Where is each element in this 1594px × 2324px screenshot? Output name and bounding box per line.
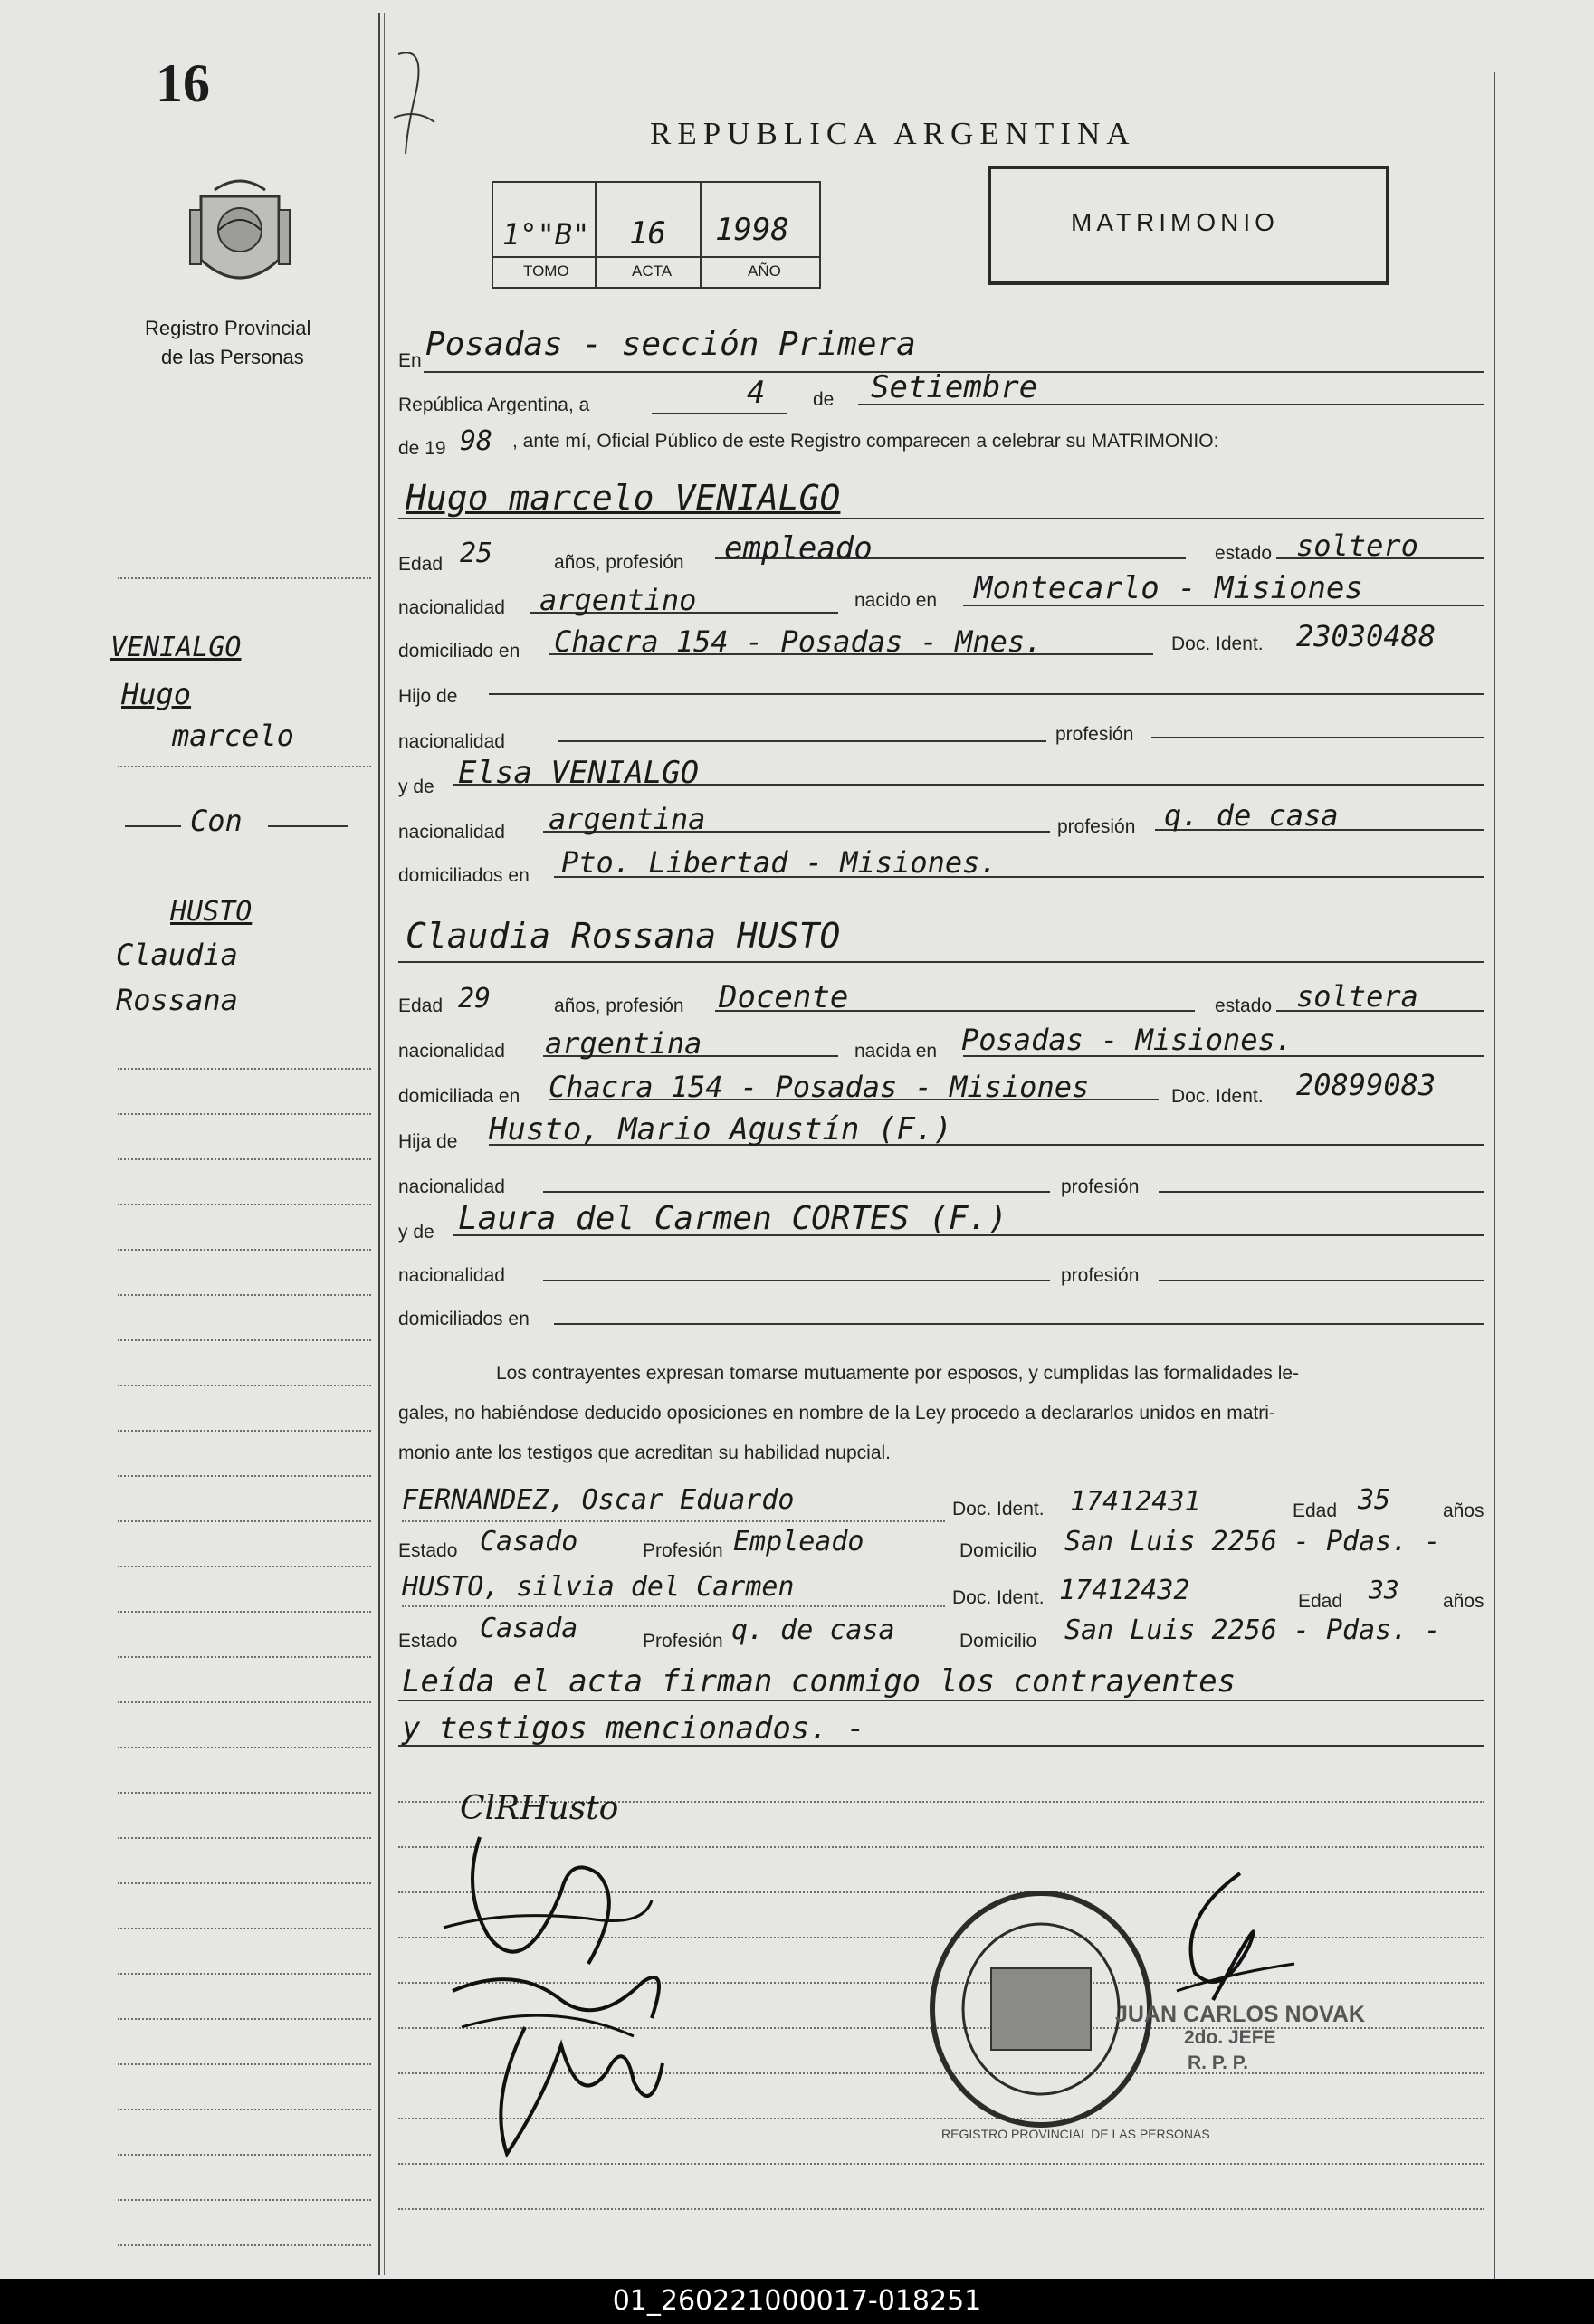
ano-value: 1998	[715, 212, 789, 248]
witness2-prof-label: Profesión	[643, 1631, 723, 1652]
witness2-address: San Luis 2256 - Pdas. -	[1064, 1614, 1441, 1646]
check-mark-icon	[389, 36, 444, 163]
bride-status: soltera	[1296, 979, 1418, 1014]
country-title: REPUBLICA ARGENTINA	[650, 116, 1136, 151]
groom-parents-dom-label: domiciliados en	[398, 865, 530, 886]
margin-dotted-rule-4	[118, 1113, 371, 1115]
bride-age: 29	[458, 983, 492, 1014]
groom-age: 25	[460, 538, 493, 569]
page-number: 16	[156, 53, 210, 113]
margin-connector: Con	[190, 804, 243, 838]
groom-doc: 23030488	[1296, 619, 1437, 653]
place-value: Posadas - sección Primera	[425, 326, 916, 363]
margin-dotted-rule-20	[118, 1837, 371, 1839]
groom-hijo-rule	[489, 693, 1484, 695]
declaration-line2: gales, no habiéndose deducido oposiciones en nombre de la Ley procedo a declararlos unidos en matri-	[398, 1403, 1275, 1424]
witness2-rule	[402, 1605, 945, 1607]
groom-yde-label: y de	[398, 776, 434, 797]
margin-first-bride: Claudia	[116, 938, 238, 972]
bride-mother-nac-rule	[543, 1280, 1050, 1281]
witness1-profession: Empleado	[733, 1526, 864, 1557]
bride-parents-dom-rule	[554, 1323, 1484, 1325]
margin-con-rule-right	[268, 825, 348, 827]
witness1-address: San Luis 2256 - Pdas. -	[1064, 1526, 1441, 1557]
margin-divider-inner	[384, 13, 385, 2275]
official-title: 2do. JEFE	[1184, 2027, 1276, 2048]
acta-label: ACTA	[632, 262, 673, 280]
bride-father-prof-rule	[1159, 1191, 1484, 1193]
margin-dotted-rule-17	[118, 1701, 371, 1703]
closing-rule2	[398, 1745, 1484, 1747]
tomo-value: 1°"B"	[502, 217, 590, 252]
closing-line2: y testigos mencionados. -	[402, 1710, 865, 1747]
bride-hija-label: Hija de	[398, 1131, 458, 1152]
declaration-line3: monio ante los testigos que acreditan su habilidad nupcial.	[398, 1443, 892, 1463]
bride-profesion-label: años, profesión	[554, 995, 684, 1016]
margin-dotted-rule-5	[118, 1158, 371, 1160]
bride-father-prof-label: profesión	[1061, 1176, 1140, 1197]
bride-edad-label: Edad	[398, 995, 444, 1016]
body-dotted-rule-10	[398, 2208, 1484, 2210]
witness1-doc-label: Doc. Ident.	[952, 1499, 1045, 1519]
bride-mother-prof-label: profesión	[1061, 1265, 1140, 1286]
groom-name: Hugo marcelo VENIALGO	[406, 478, 841, 518]
groom-dom-label: domiciliado en	[398, 641, 520, 662]
groom-mother-nationality: argentina	[549, 802, 706, 836]
bride-name-rule	[398, 961, 1484, 963]
witness1-age: 35	[1358, 1484, 1391, 1516]
margin-dotted-rule-12	[118, 1475, 371, 1477]
groom-doc-label: Doc. Ident.	[1171, 633, 1264, 654]
bride-dom-label: domiciliada en	[398, 1086, 520, 1107]
margin-dotted-rule-21	[118, 1882, 371, 1884]
groom-nacido-label: nacido en	[854, 590, 938, 611]
registry-name-line1: Registro Provincial	[145, 317, 311, 339]
margin-dotted-rule-2	[118, 766, 371, 767]
bride-mother-prof-rule	[1159, 1280, 1484, 1281]
margin-dotted-rule-29	[118, 2244, 371, 2246]
official-unit: R. P. P.	[1188, 2053, 1248, 2073]
margin-dotted-rule-27	[118, 2154, 371, 2156]
margin-divider	[378, 13, 380, 2275]
year-suffix: 98	[460, 425, 493, 457]
bride-doc-label: Doc. Ident.	[1171, 1086, 1264, 1107]
witness2-anos-label: años	[1443, 1591, 1484, 1612]
witness1-anos-label: años	[1443, 1500, 1484, 1521]
margin-dotted-rule-24	[118, 2018, 371, 2020]
bride-address: Chacra 154 - Posadas - Misiones	[549, 1070, 1090, 1104]
bride-parents-dom-label: domiciliados en	[398, 1309, 530, 1329]
margin-dotted-rule-7	[118, 1249, 371, 1251]
record-box-rule	[492, 256, 819, 258]
closing-line1: Leída el acta firman conmigo los contrayentes	[402, 1663, 1236, 1700]
witness2-doc: 17412432	[1059, 1575, 1190, 1606]
margin-dotted-rule-28	[118, 2199, 371, 2201]
witness2-dom-label: Domicilio	[959, 1631, 1037, 1652]
margin-first-groom: Hugo	[121, 677, 192, 711]
margin-middle-groom: marcelo	[172, 719, 294, 753]
witness2-estado-label: Estado	[398, 1631, 458, 1652]
act-type-label: MATRIMONIO	[1071, 208, 1279, 236]
bride-father-nac-label: nacionalidad	[398, 1176, 505, 1197]
republica-label: República Argentina, a	[398, 395, 590, 415]
official-name: JUAN CARLOS NOVAK	[1115, 2002, 1365, 2027]
seal-text: REGISTRO PROVINCIAL DE LAS PERSONAS	[941, 2127, 1210, 2141]
margin-dotted-rule-13	[118, 1520, 371, 1522]
groom-parents-address: Pto. Libertad - Misiones.	[561, 845, 997, 880]
witness1-prof-label: Profesión	[643, 1540, 723, 1561]
groom-father-prof-label: profesión	[1055, 724, 1134, 745]
witness2-profession: q. de casa	[731, 1614, 895, 1646]
bride-yde-label: y de	[398, 1222, 434, 1243]
groom-father-nac-rule	[558, 740, 1046, 742]
margin-middle-bride: Rossana	[116, 983, 238, 1017]
bride-birthplace: Posadas - Misiones.	[961, 1023, 1293, 1057]
groom-address: Chacra 154 - Posadas - Mnes.	[554, 624, 1043, 659]
year-prefix: de 19	[398, 438, 446, 459]
record-box-sep2	[700, 181, 702, 287]
file-id-footer: 01_260221000017-018251	[0, 2279, 1594, 2324]
record-box-sep1	[595, 181, 597, 287]
groom-father-prof-rule	[1151, 737, 1484, 738]
margin-dotted-rule-10	[118, 1385, 371, 1386]
bride-nacida-label: nacida en	[854, 1041, 938, 1062]
margin-con-rule-left	[125, 825, 181, 827]
day-value: 4	[747, 375, 766, 411]
groom-name-rule	[398, 518, 1484, 519]
margin-dotted-rule-15	[118, 1611, 371, 1613]
intro-text: , ante mí, Oficial Público de este Registro comparecen a celebrar su MATRIMONIO:	[512, 431, 1219, 452]
margin-dotted-rule-6	[118, 1204, 371, 1205]
acta-value: 16	[629, 215, 666, 252]
tomo-label: TOMO	[523, 262, 569, 280]
official-signature-icon	[1159, 1864, 1303, 2018]
ano-label: AÑO	[748, 262, 781, 280]
groom-edad-label: Edad	[398, 554, 444, 575]
groom-hijo-label: Hijo de	[398, 686, 458, 707]
groom-mother: Elsa VENIALGO	[458, 755, 700, 791]
margin-dotted-rule-14	[118, 1566, 371, 1567]
bride-nationality: argentina	[545, 1026, 702, 1061]
margin-dotted-rule-16	[118, 1656, 371, 1658]
groom-nationality: argentino	[539, 583, 697, 617]
groom-nac-label: nacionalidad	[398, 597, 505, 618]
bride-father: Husto, Mario Agustín (F.)	[489, 1111, 952, 1148]
margin-dotted-rule-3	[118, 1068, 371, 1070]
declaration-line1: Los contrayentes expresan tomarse mutuamente por esposos, y cumplidas las formalidades le-	[496, 1363, 1300, 1384]
coat-of-arms-icon	[183, 174, 297, 299]
witness2-status: Casada	[480, 1613, 578, 1644]
top-signature: ClRHusto	[460, 1790, 619, 1827]
right-border	[1494, 72, 1495, 2279]
margin-dotted-rule-11	[118, 1430, 371, 1432]
day-rule	[652, 413, 787, 414]
groom-mother-prof-label: profesión	[1057, 816, 1136, 837]
witness1-doc: 17412431	[1070, 1486, 1201, 1518]
margin-dotted-rule-9	[118, 1339, 371, 1341]
witness2-age: 33	[1369, 1575, 1399, 1605]
month-value: Setiembre	[871, 369, 1038, 405]
margin-surname-bride: HUSTO	[170, 896, 253, 928]
bride-doc: 20899083	[1296, 1068, 1437, 1102]
groom-profession: empleado	[724, 530, 873, 567]
signature-block-icon	[425, 1810, 715, 2172]
de-label: de	[813, 389, 835, 410]
witness1-name: FERNANDEZ, Oscar Eduardo	[402, 1484, 795, 1516]
witness1-edad-label: Edad	[1293, 1500, 1338, 1521]
witness1-estado-label: Estado	[398, 1540, 458, 1561]
bride-estado-label: estado	[1215, 995, 1273, 1016]
witness2-edad-label: Edad	[1298, 1591, 1343, 1612]
margin-dotted-rule-19	[118, 1792, 371, 1794]
bride-mother-nac-label: nacionalidad	[398, 1265, 505, 1286]
margin-dotted-rule-26	[118, 2109, 371, 2110]
groom-profesion-label: años, profesión	[554, 552, 684, 573]
witness1-rule	[402, 1520, 945, 1522]
margin-surname-groom: VENIALGO	[110, 632, 242, 663]
groom-birthplace: Montecarlo - Misiones	[974, 570, 1363, 606]
registry-name-line2: de las Personas	[161, 346, 304, 368]
margin-dotted-rule-22	[118, 1928, 371, 1929]
groom-mother-profession: q. de casa	[1164, 798, 1339, 833]
en-label: En	[398, 350, 422, 371]
groom-father-nac-label: nacionalidad	[398, 731, 505, 752]
witness1-dom-label: Domicilio	[959, 1540, 1037, 1561]
margin-dotted-rule-25	[118, 2063, 371, 2065]
margin-dotted-rule-1	[118, 577, 371, 579]
closing-rule1	[398, 1700, 1484, 1701]
witness1-status: Casado	[480, 1526, 578, 1557]
margin-dotted-rule-8	[118, 1294, 371, 1296]
bride-father-nac-rule	[543, 1191, 1050, 1193]
groom-mother-nac-label: nacionalidad	[398, 822, 505, 843]
bride-mother: Laura del Carmen CORTES (F.)	[458, 1200, 1007, 1237]
margin-dotted-rule-18	[118, 1747, 371, 1748]
bride-profession: Docente	[719, 979, 849, 1015]
margin-dotted-rule-23	[118, 1973, 371, 1975]
bride-name: Claudia Rossana HUSTO	[406, 916, 841, 956]
witness2-doc-label: Doc. Ident.	[952, 1587, 1045, 1608]
groom-status: soltero	[1296, 529, 1418, 563]
witness2-name: HUSTO, silvia del Carmen	[402, 1571, 795, 1603]
bride-nac-label: nacionalidad	[398, 1041, 505, 1062]
groom-estado-label: estado	[1215, 543, 1273, 564]
